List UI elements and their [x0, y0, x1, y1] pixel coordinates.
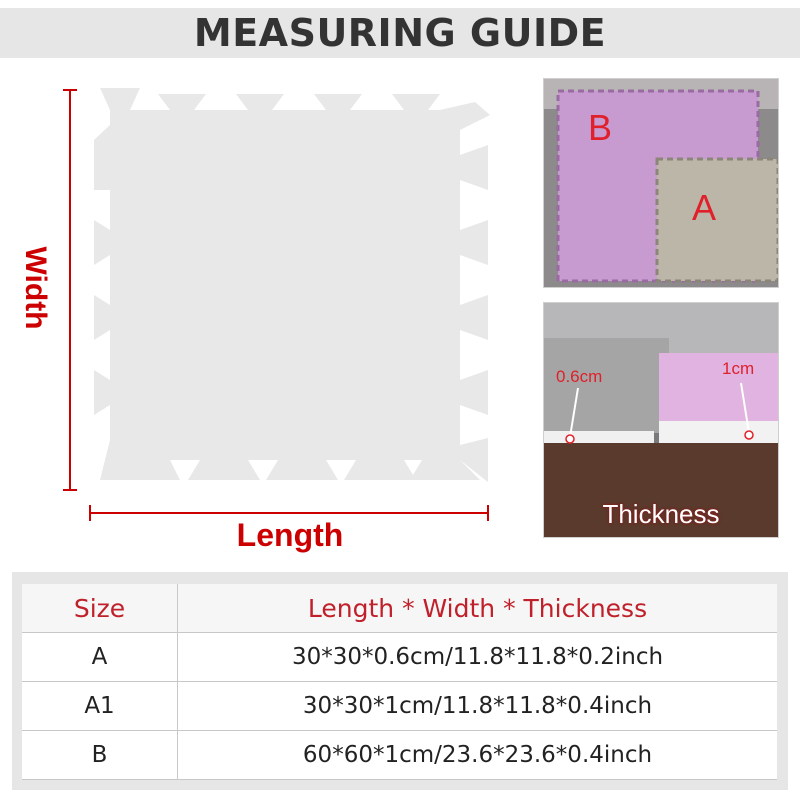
header-size: Size — [22, 584, 178, 633]
row-size: A — [22, 633, 178, 682]
diagram-svg — [0, 60, 520, 570]
row-dimensions: 30*30*1cm/11.8*11.8*0.4inch — [178, 682, 778, 731]
thin-label: 0.6cm — [556, 367, 603, 386]
row-dimensions: 30*30*0.6cm/11.8*11.8*0.2inch — [178, 633, 778, 682]
header-banner — [0, 8, 800, 58]
row-dimensions: 60*60*1cm/23.6*23.6*0.4inch — [178, 731, 778, 780]
measuring-diagram — [0, 60, 520, 570]
thickness-photo — [543, 302, 779, 538]
size-comparison-art — [544, 79, 778, 287]
beige-mat-a — [657, 159, 778, 281]
table-row — [22, 682, 777, 731]
header-dimensions: Length * Width * Thickness — [178, 584, 778, 633]
pink-mat — [659, 353, 778, 423]
puzzle-tile — [94, 88, 490, 482]
length-label: Length — [236, 517, 344, 553]
page-title: MEASURING GUIDE — [193, 11, 607, 55]
photo-label-a: A — [692, 187, 717, 228]
row-size: B — [22, 731, 178, 780]
thick-label: 1cm — [722, 359, 755, 378]
size-comparison-photo — [543, 78, 779, 288]
thickness-caption: Thickness — [602, 499, 720, 529]
width-dimension-line — [63, 90, 77, 490]
photo-label-b: B — [588, 107, 613, 148]
table-header-row — [22, 584, 777, 633]
table-row — [22, 633, 777, 682]
table-row — [22, 731, 777, 780]
size-table — [22, 584, 777, 780]
row-size: A1 — [22, 682, 178, 731]
width-label: Width — [19, 246, 52, 330]
